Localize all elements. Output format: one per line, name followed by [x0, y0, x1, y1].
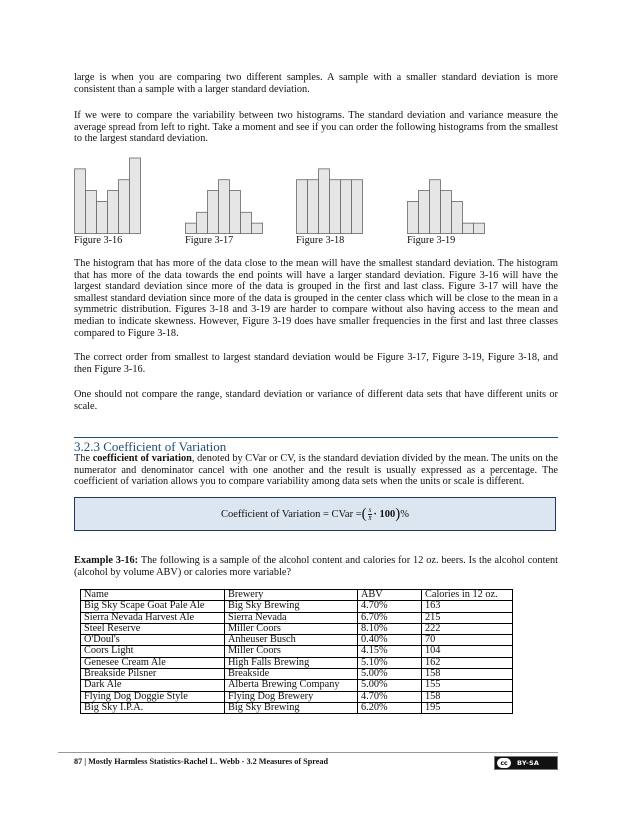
table-cell: Genesee Cream Ale: [81, 657, 225, 668]
table-cell: Anheuser Busch: [225, 635, 358, 646]
formula-box: [74, 497, 556, 531]
page-footer: 87 | Mostly Harmless Statistics-Rachel L. Webb - 3.2 Measures of Spread: [74, 757, 329, 766]
formula-paren-close: ): [395, 505, 401, 522]
paragraph-example: Example 3-16: The following is a sample of the alcohol content and calories for 12 oz. beers. Is the alcohol content (alcohol by volume ABV) or calories more variable?: [74, 555, 559, 578]
table-cell: 6.70%: [358, 612, 422, 623]
table-cell: 158: [422, 691, 513, 702]
table-cell: Miller Coors: [225, 646, 358, 657]
histogram-bar: [119, 180, 130, 234]
table-row: [81, 680, 513, 691]
table-cell: Dark Ale: [81, 680, 225, 691]
section-heading: 3.2.3 Coefficient of Variation: [74, 439, 227, 454]
paragraph-cv-definition: The coefficient of variation, denoted by CVar or CV, is the standard deviation divided by the mean. The units on the numerator and denominator cancel with one another and the result is usually expressed as a percentage. The coefficient of variation allows you to compare variability among data sets when the units or scale is different.: [74, 453, 558, 488]
table-row: [81, 612, 513, 623]
histogram-bar: [130, 158, 141, 234]
histogram-bar: [408, 201, 419, 233]
table-header-cell: Brewery: [225, 590, 358, 601]
histogram-bar: [230, 191, 241, 234]
table-cell: 158: [422, 669, 513, 680]
histogram-bar: [186, 223, 197, 233]
table-cell: Steel Reserve: [81, 623, 225, 634]
table-row: [81, 635, 513, 646]
table-cell: Breakside: [225, 669, 358, 680]
beer-data-table: [80, 589, 513, 714]
table-row: [81, 646, 513, 657]
formula-paren-open: (: [361, 505, 367, 522]
histogram-figure-3-17: [185, 156, 267, 234]
formula-denominator: x̄: [368, 513, 372, 522]
table-cell: 162: [422, 657, 513, 668]
histogram-bar: [108, 191, 119, 234]
histogram-bar: [330, 180, 341, 234]
table-cell: Big Sky Brewing: [225, 601, 358, 612]
histogram-bar: [219, 180, 230, 234]
term-coefficient-of-variation: coefficient of variation: [92, 453, 192, 464]
table-cell: Flying Dog Doggie Style: [81, 691, 225, 702]
histogram-bar: [97, 201, 108, 233]
table-row: [81, 657, 513, 668]
footer-divider: [58, 752, 558, 753]
table-header-cell: Name: [81, 590, 225, 601]
table-cell: 215: [422, 612, 513, 623]
paragraph-histogram-prompt: If we were to compare the variability between two histograms. The standard deviation and variance measure the average spread from left to right. Take a moment and see if you can order the following histograms from the smallest to the largest standard deviation.: [74, 110, 558, 145]
table-cell: Big Sky I.P.A.: [81, 702, 225, 713]
table-cell: Big Sky Brewing: [225, 702, 358, 713]
table-cell: 195: [422, 702, 513, 713]
histogram-bar: [319, 169, 330, 234]
figure-label-3-19: Figure 3-19: [407, 235, 456, 246]
histogram-bar: [241, 212, 252, 233]
table-cell: 5.00%: [358, 669, 422, 680]
paragraph-intro: large is when you are comparing two different samples. A sample with a smaller standard deviation is more consistent than a sample with a larger standard deviation.: [74, 72, 558, 95]
histogram-bar: [419, 191, 430, 234]
formula-percent: %: [400, 508, 409, 520]
table-cell: 4.15%: [358, 646, 422, 657]
table-cell: Flying Dog Brewery: [225, 691, 358, 702]
histogram-bar: [308, 180, 319, 234]
table-row: [81, 669, 513, 680]
table-cell: Alberta Brewing Company: [225, 680, 358, 691]
histogram-bar: [430, 180, 441, 234]
figure-label-3-16: Figure 3-16: [74, 235, 123, 246]
table-cell: 5.00%: [358, 680, 422, 691]
license-label: BY-SA: [517, 759, 540, 767]
table-cell: Breakside Pilsner: [81, 669, 225, 680]
table-cell: Big Sky Scape Goat Pale Ale: [81, 601, 225, 612]
table-cell: Sierra Nevada: [225, 612, 358, 623]
paragraph-units-note: One should not compare the range, standard deviation or variance of different data sets that have different units or scale.: [74, 389, 558, 412]
figure-label-3-17: Figure 3-17: [185, 235, 234, 246]
license-badge[interactable]: [494, 756, 558, 770]
table-cell: O'Doul's: [81, 635, 225, 646]
table-cell: 222: [422, 623, 513, 634]
table-cell: 155: [422, 680, 513, 691]
paragraph-correct-order: The correct order from smallest to largest standard deviation would be Figure 3-17, Figure 3-19, Figure 3-18, and then Figure 3-16.: [74, 352, 558, 375]
histogram-bar: [75, 169, 86, 234]
table-cell: 4.70%: [358, 601, 422, 612]
table-cell: Miller Coors: [225, 623, 358, 634]
formula-times-100: · 100: [373, 508, 396, 520]
histogram-figure-3-18: [296, 156, 378, 234]
table-cell: High Falls Brewing: [225, 657, 358, 668]
histogram-bar: [197, 212, 208, 233]
section-divider: [74, 437, 558, 438]
figure-label-3-18: Figure 3-18: [296, 235, 345, 246]
table-row: [81, 702, 513, 713]
table-cell: 5.10%: [358, 657, 422, 668]
formula-lhs: Coefficient of Variation = CVar =: [220, 508, 362, 520]
table-header-cell: ABV: [358, 590, 422, 601]
histogram-figure-3-19: [407, 156, 489, 234]
table-row: [81, 601, 513, 612]
formula-fraction: [368, 507, 373, 522]
table-cell: 0.40%: [358, 635, 422, 646]
paragraph-histogram-explanation: The histogram that has more of the data close to the mean will have the smallest standard deviation. The histogram that has more of the data towards the end points will have a larger standard deviation. Figure 3-16 will have the largest standard deviation since more of the data is grouped in the first and last class. Figure 3-17 will have the smallest standard deviation since more of the data is grouped in the center class which will be close to the mean in a symmetric distribution. Figures 3-18 and 3-19 are harder to compare without also having access to the mean and median to indicate skewness. However, Figure 3-19 does have smaller frequencies in the first and last three classes compared to Figure 3-18.: [74, 258, 558, 339]
histogram-bar: [474, 223, 485, 233]
histogram-figure-3-16: [74, 156, 156, 234]
histogram-bar: [352, 180, 363, 234]
table-cell: 4.70%: [358, 691, 422, 702]
histogram-bar: [86, 191, 97, 234]
table-cell: Sierra Nevada Harvest Ale: [81, 612, 225, 623]
histogram-bar: [452, 201, 463, 233]
cc-icon: cc: [497, 758, 511, 768]
table-cell: 70: [422, 635, 513, 646]
table-cell: 104: [422, 646, 513, 657]
histogram-bar: [297, 180, 308, 234]
table-header-cell: Calories in 12 oz.: [422, 590, 513, 601]
formula-numerator: s: [368, 505, 372, 514]
table-header-row: [81, 590, 513, 601]
table-row: [81, 623, 513, 634]
table-cell: 163: [422, 601, 513, 612]
histogram-bar: [441, 191, 452, 234]
histogram-bar: [252, 223, 263, 233]
histogram-bar: [341, 180, 352, 234]
histogram-bar: [208, 191, 219, 234]
table-row: [81, 691, 513, 702]
table-cell: 6.20%: [358, 702, 422, 713]
table-cell: Coors Light: [81, 646, 225, 657]
table-cell: 8.10%: [358, 623, 422, 634]
example-label: Example 3-16:: [74, 555, 139, 566]
histogram-bar: [463, 223, 474, 233]
